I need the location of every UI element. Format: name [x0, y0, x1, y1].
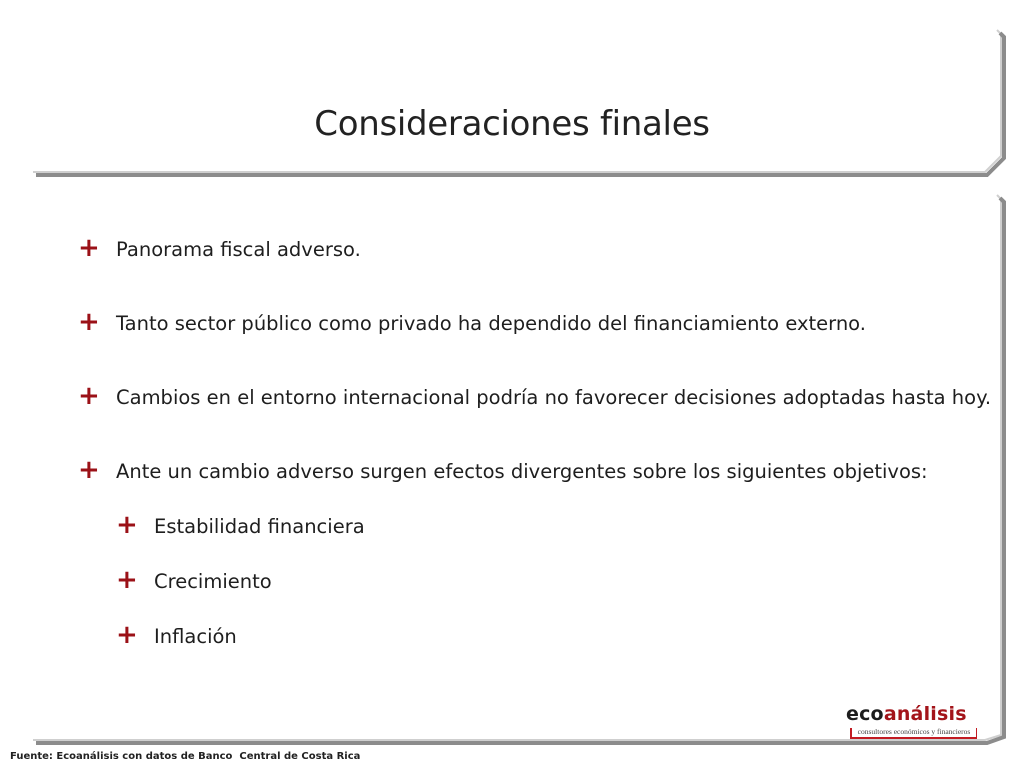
plus-icon: + [78, 307, 100, 337]
sub-bullet-text: Inflación [154, 625, 237, 648]
sub-bullet-item [114, 503, 992, 550]
sub-bullet-text: Crecimiento [154, 570, 272, 593]
plus-icon: + [78, 381, 100, 411]
bullet-item [76, 300, 992, 347]
bullet-item [76, 448, 992, 495]
bullet-text: Panorama fiscal adverso. [116, 238, 361, 261]
plus-icon: + [116, 620, 138, 650]
plus-icon: + [78, 455, 100, 485]
bullet-text: Cambios en el entorno internacional podría no favorecer decisiones adoptadas hasta hoy. [116, 386, 992, 409]
bullet-list [76, 226, 992, 668]
plus-icon: + [116, 565, 138, 595]
bullet-item [76, 374, 992, 421]
sub-bullet-text: Estabilidad financiera [154, 515, 365, 538]
logo-wordmark [846, 703, 967, 725]
logo-eco: eco [846, 703, 884, 725]
source-footnote: Fuente: Ecoanálisis con datos de Banco Central de Costa Rica [10, 751, 361, 762]
bullet-text: Ante un cambio adverso surgen efectos divergentes sobre los siguientes objetivos: [116, 460, 928, 483]
logo-analisis: análisis [883, 703, 967, 725]
bullet-item [76, 226, 992, 273]
logo-tagline: consultores económicos y financieros [852, 727, 976, 737]
slide-title: Consideraciones finales [314, 104, 710, 144]
sub-bullet-item [114, 558, 992, 605]
plus-icon: + [116, 510, 138, 540]
sub-bullet-item [114, 613, 992, 660]
bullet-text: Tanto sector público como privado ha dependido del financiamiento externo. [116, 312, 866, 335]
ecoanalisis-logo [844, 703, 976, 739]
plus-icon: + [78, 233, 100, 263]
